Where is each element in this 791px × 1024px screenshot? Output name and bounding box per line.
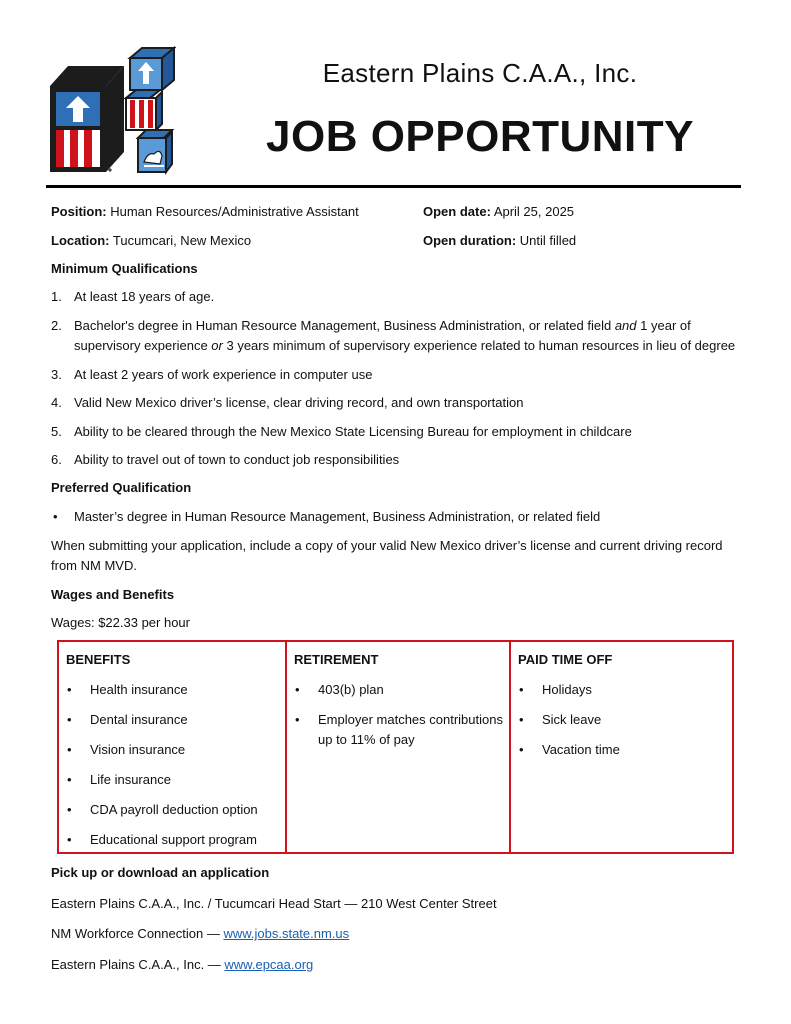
jobs-state-link[interactable]: www.jobs.state.nm.us: [223, 926, 350, 941]
benefits-list: [59, 680, 281, 860]
list-item: • 403(b) plan: [287, 680, 505, 700]
wages-heading: Wages and Benefits: [51, 587, 175, 602]
epcaa-line: [51, 955, 313, 975]
list-number: 4.: [51, 395, 62, 410]
benefits-heading: BENEFITS: [66, 652, 131, 667]
list-item: At least 2 years of work experience in computer use: [74, 367, 373, 382]
workforce-label: NM Workforce Connection —: [51, 926, 224, 941]
position-label: Position:: [51, 204, 107, 219]
open-date-line: [423, 202, 574, 222]
list-item: • Sick leave: [511, 710, 728, 730]
list-item: Ability to travel out of town to conduct job responsibilities: [74, 452, 400, 467]
position-line: [51, 202, 359, 222]
retirement-heading: RETIREMENT: [294, 652, 379, 667]
list-number: 6.: [51, 452, 62, 467]
list-item: At least 18 years of age.: [74, 289, 215, 304]
list-item: • CDA payroll deduction option: [59, 800, 281, 820]
duration-value: Until filled: [519, 233, 577, 248]
workforce-line: [51, 924, 349, 944]
abc-blocks-logo-icon: [46, 44, 176, 180]
list-number: 3.: [51, 367, 62, 382]
list-item: • Health insurance: [59, 680, 281, 700]
list-item-emphasis: and: [614, 318, 637, 333]
location-value: Tucumcari, New Mexico: [112, 233, 252, 248]
list-item-emphasis: or: [211, 338, 223, 353]
preferred-heading: Preferred Qualification: [51, 480, 192, 495]
position-value: Human Resources/Administrative Assistant: [110, 204, 359, 219]
open-date-value: April 25, 2025: [493, 204, 575, 219]
list-item: • Dental insurance: [59, 710, 281, 730]
list-item: • Employer matches contributions up to 11% of pay: [287, 710, 505, 750]
apply-heading: Pick up or download an application: [51, 865, 270, 880]
list-item-text: Bachelor's degree in Human Resource Management, Business Administration, or related field: [74, 318, 615, 333]
pto-list: [511, 680, 728, 770]
header-divider: [46, 185, 741, 188]
list-item: Ability to be cleared through the New Mexico State Licensing Bureau for employment in childcare: [74, 424, 632, 439]
pto-column: [509, 642, 732, 852]
page-title: JOB OPPORTUNITY: [266, 112, 694, 161]
org-name: Eastern Plains C.A.A., Inc.: [322, 58, 638, 88]
list-item: Valid New Mexico driver’s license, clear driving record, and own transportation: [74, 395, 524, 410]
list-item: • Holidays: [511, 680, 728, 700]
epcaa-link[interactable]: www.epcaa.org: [224, 957, 314, 972]
benefits-table: [57, 640, 734, 854]
pto-heading: PAID TIME OFF: [518, 652, 613, 667]
list-item-text: 1 year of supervisory experience: [74, 318, 691, 353]
wages-text: Wages: $22.33 per hour: [51, 615, 190, 630]
location-label: Location:: [51, 233, 110, 248]
duration-line: [423, 231, 576, 251]
list-number: 1.: [51, 289, 62, 304]
list-number: 2.: [51, 318, 62, 333]
submission-note: When submitting your application, include a copy of your valid New Mexico driver’s license and current driving record from NM MVD.: [51, 538, 723, 573]
list-item: • Vacation time: [511, 740, 728, 760]
list-item: Master’s degree in Human Resource Management, Business Administration, or related field: [74, 509, 601, 524]
list-item: • Educational support program: [59, 830, 281, 850]
duration-label: Open duration:: [423, 233, 517, 248]
open-date-label: Open date:: [423, 204, 491, 219]
list-item: [74, 316, 742, 356]
list-item: • Life insurance: [59, 770, 281, 790]
location-line: [51, 231, 251, 251]
apply-address: Eastern Plains C.A.A., Inc. / Tucumcari Head Start — 210 West Center Street: [51, 896, 497, 911]
list-item: • Vision insurance: [59, 740, 281, 760]
epcaa-label: Eastern Plains C.A.A., Inc. —: [51, 957, 225, 972]
list-number: 5.: [51, 424, 62, 439]
benefits-column: [59, 642, 285, 852]
list-item-text: 3 years minimum of supervisory experience related to human resources in lieu of degree: [222, 338, 736, 353]
bullet-icon: •: [53, 509, 58, 524]
retirement-column: [285, 642, 509, 852]
retirement-list: [287, 680, 505, 760]
min-qualifications-heading: Minimum Qualifications: [51, 261, 198, 276]
